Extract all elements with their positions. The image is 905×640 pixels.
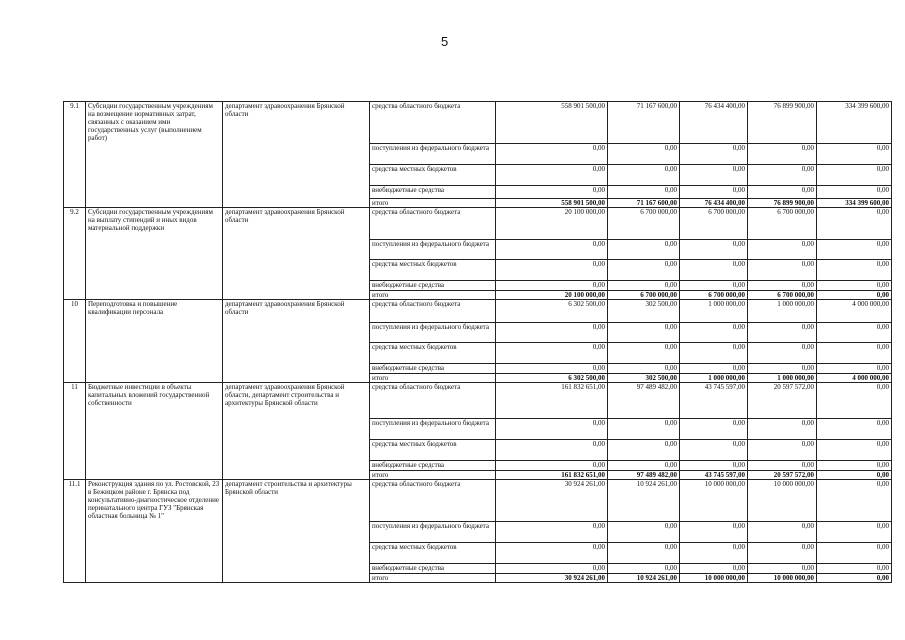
funding-source: внебюджетные средства (370, 364, 496, 374)
amount-cell: 0,00 (496, 240, 608, 260)
amount-cell: 0,00 (817, 291, 892, 300)
amount-cell: 6 700 000,00 (680, 208, 748, 240)
amount-cell: 0,00 (608, 522, 680, 543)
amount-cell: 10 924 261,00 (608, 574, 680, 583)
responsible-department: департамент здравоохранения Брянской области (223, 300, 370, 383)
amount-cell: 0,00 (817, 461, 892, 471)
amount-cell: 20 100 000,00 (496, 291, 608, 300)
amount-cell: 334 399 600,00 (817, 199, 892, 208)
amount-cell: 0,00 (608, 564, 680, 574)
funding-source: внебюджетные средства (370, 281, 496, 291)
amount-cell: 4 000 000,00 (817, 374, 892, 383)
table-row (64, 480, 892, 522)
amount-cell: 71 167 600,00 (608, 199, 680, 208)
amount-cell: 0,00 (608, 260, 680, 281)
amount-cell: 0,00 (496, 281, 608, 291)
amount-cell: 10 000 000,00 (680, 574, 748, 583)
funding-source: поступления из федерального бюджета (370, 522, 496, 543)
funding-source: средства местных бюджетов (370, 165, 496, 186)
amount-cell: 0,00 (817, 165, 892, 186)
amount-cell: 6 700 000,00 (748, 291, 817, 300)
amount-cell: 0,00 (680, 564, 748, 574)
funding-source: средства местных бюджетов (370, 543, 496, 564)
funding-source: средства областного бюджета (370, 102, 496, 144)
amount-cell: 0,00 (817, 208, 892, 240)
measure-description: Бюджетные инвестиции в объекты капитальных вложений государственной собственности (86, 383, 223, 480)
amount-cell: 0,00 (608, 419, 680, 440)
amount-cell: 10 000 000,00 (680, 480, 748, 522)
amount-cell: 0,00 (496, 343, 608, 364)
funding-source: итого (370, 471, 496, 480)
amount-cell: 0,00 (680, 260, 748, 281)
amount-cell: 0,00 (817, 543, 892, 564)
amount-cell: 6 700 000,00 (748, 208, 817, 240)
amount-cell: 76 434 400,00 (680, 199, 748, 208)
amount-cell: 334 399 600,00 (817, 102, 892, 144)
amount-cell: 0,00 (748, 364, 817, 374)
amount-cell: 558 901 500,00 (496, 102, 608, 144)
amount-cell: 0,00 (496, 323, 608, 343)
amount-cell: 97 489 482,00 (608, 471, 680, 480)
amount-cell: 6 700 000,00 (608, 291, 680, 300)
amount-cell: 302 500,00 (608, 300, 680, 323)
amount-cell: 0,00 (496, 522, 608, 543)
amount-cell: 0,00 (496, 419, 608, 440)
amount-cell: 0,00 (608, 186, 680, 199)
amount-cell: 0,00 (496, 144, 608, 165)
amount-cell: 0,00 (748, 165, 817, 186)
amount-cell: 10 000 000,00 (748, 574, 817, 583)
amount-cell: 0,00 (817, 480, 892, 522)
amount-cell: 0,00 (680, 240, 748, 260)
amount-cell: 0,00 (817, 240, 892, 260)
funding-source: средства местных бюджетов (370, 343, 496, 364)
amount-cell: 43 745 597,00 (680, 383, 748, 419)
amount-cell: 0,00 (817, 186, 892, 199)
amount-cell: 43 745 597,00 (680, 471, 748, 480)
responsible-department: департамент здравоохранения Брянской области (223, 208, 370, 300)
amount-cell: 558 901 500,00 (496, 199, 608, 208)
amount-cell: 0,00 (817, 383, 892, 419)
budget-table (63, 101, 892, 583)
amount-cell: 0,00 (748, 281, 817, 291)
amount-cell: 0,00 (748, 240, 817, 260)
amount-cell: 0,00 (496, 165, 608, 186)
amount-cell: 0,00 (817, 260, 892, 281)
funding-source: средства местных бюджетов (370, 260, 496, 281)
amount-cell: 0,00 (680, 281, 748, 291)
amount-cell: 0,00 (496, 260, 608, 281)
amount-cell: 0,00 (608, 343, 680, 364)
funding-source: итого (370, 199, 496, 208)
amount-cell: 302 500,00 (608, 374, 680, 383)
responsible-department: департамент строительства и архитектуры Брянской области (223, 480, 370, 583)
amount-cell: 0,00 (608, 165, 680, 186)
funding-source: итого (370, 291, 496, 300)
amount-cell: 0,00 (817, 564, 892, 574)
amount-cell: 0,00 (680, 144, 748, 165)
measure-description: Реконструкция здания по ул. Ростовской, 23 в Бежицком районе г. Брянска под консультативно-диагностическое отделение перинатального центра ГУЗ "Брянская областная больница № 1" (86, 480, 223, 583)
amount-cell: 0,00 (748, 522, 817, 543)
table-row (64, 300, 892, 323)
amount-cell: 20 597 572,00 (748, 471, 817, 480)
row-index: 9.1 (64, 102, 86, 208)
amount-cell: 0,00 (748, 543, 817, 564)
amount-cell: 0,00 (680, 323, 748, 343)
amount-cell: 97 489 482,00 (608, 383, 680, 419)
amount-cell: 0,00 (680, 165, 748, 186)
amount-cell: 1 000 000,00 (680, 374, 748, 383)
funding-source: поступления из федерального бюджета (370, 419, 496, 440)
funding-source: поступления из федерального бюджета (370, 240, 496, 260)
amount-cell: 0,00 (680, 522, 748, 543)
funding-source: средства областного бюджета (370, 300, 496, 323)
amount-cell: 0,00 (680, 343, 748, 364)
page-number: 5 (441, 34, 449, 49)
amount-cell: 30 924 261,00 (496, 480, 608, 522)
amount-cell: 76 434 400,00 (680, 102, 748, 144)
table-row (64, 208, 892, 240)
row-index: 9.2 (64, 208, 86, 300)
amount-cell: 1 000 000,00 (748, 374, 817, 383)
amount-cell: 0,00 (608, 543, 680, 564)
amount-cell: 0,00 (608, 144, 680, 165)
amount-cell: 0,00 (817, 323, 892, 343)
amount-cell: 20 100 000,00 (496, 208, 608, 240)
measure-description: Субсидии государственным учреждениям на выплату стипендий и иных видов материальной поддержки (86, 208, 223, 300)
amount-cell: 0,00 (748, 323, 817, 343)
amount-cell: 0,00 (748, 260, 817, 281)
amount-cell: 0,00 (748, 343, 817, 364)
amount-cell: 0,00 (496, 364, 608, 374)
amount-cell: 0,00 (748, 461, 817, 471)
amount-cell: 0,00 (680, 543, 748, 564)
amount-cell: 0,00 (496, 440, 608, 461)
responsible-department: департамент здравоохранения Брянской области, департамент строительства и архитектуры Брянской области (223, 383, 370, 480)
amount-cell: 0,00 (748, 144, 817, 165)
amount-cell: 0,00 (608, 240, 680, 260)
funding-source: средства местных бюджетов (370, 440, 496, 461)
amount-cell: 0,00 (817, 471, 892, 480)
amount-cell: 161 832 651,00 (496, 471, 608, 480)
funding-source: средства областного бюджета (370, 480, 496, 522)
amount-cell: 0,00 (748, 186, 817, 199)
amount-cell: 161 832 651,00 (496, 383, 608, 419)
amount-cell: 6 302 500,00 (496, 300, 608, 323)
amount-cell: 0,00 (496, 461, 608, 471)
funding-source: внебюджетные средства (370, 564, 496, 574)
funding-source: поступления из федерального бюджета (370, 144, 496, 165)
funding-source: итого (370, 374, 496, 383)
funding-source: внебюджетные средства (370, 461, 496, 471)
amount-cell: 0,00 (817, 364, 892, 374)
table-row (64, 383, 892, 419)
amount-cell: 0,00 (680, 419, 748, 440)
amount-cell: 76 899 900,00 (748, 102, 817, 144)
amount-cell: 0,00 (748, 419, 817, 440)
amount-cell: 0,00 (748, 440, 817, 461)
amount-cell: 20 597 572,00 (748, 383, 817, 419)
amount-cell: 0,00 (608, 281, 680, 291)
row-index: 11.1 (64, 480, 86, 583)
measure-description: Субсидии государственным учреждениям на возмещение нормативных затрат, связанных с оказанием ими государственных услуг (выполнением работ) (86, 102, 223, 208)
amount-cell: 6 302 500,00 (496, 374, 608, 383)
amount-cell: 10 000 000,00 (748, 480, 817, 522)
amount-cell: 0,00 (817, 281, 892, 291)
funding-source: поступления из федерального бюджета (370, 323, 496, 343)
amount-cell: 0,00 (817, 419, 892, 440)
amount-cell: 6 700 000,00 (680, 291, 748, 300)
amount-cell: 76 899 900,00 (748, 199, 817, 208)
funding-source: итого (370, 574, 496, 583)
amount-cell: 0,00 (496, 564, 608, 574)
funding-source: средства областного бюджета (370, 383, 496, 419)
amount-cell: 0,00 (608, 323, 680, 343)
amount-cell: 0,00 (608, 364, 680, 374)
amount-cell: 0,00 (680, 364, 748, 374)
row-index: 11 (64, 383, 86, 480)
amount-cell: 0,00 (817, 440, 892, 461)
amount-cell: 0,00 (817, 144, 892, 165)
amount-cell: 0,00 (680, 461, 748, 471)
row-index: 10 (64, 300, 86, 383)
table-row (64, 102, 892, 144)
amount-cell: 0,00 (496, 186, 608, 199)
funding-source: средства областного бюджета (370, 208, 496, 240)
amount-cell: 6 700 000,00 (608, 208, 680, 240)
amount-cell: 10 924 261,00 (608, 480, 680, 522)
amount-cell: 4 000 000,00 (817, 300, 892, 323)
amount-cell: 0,00 (680, 440, 748, 461)
responsible-department: департамент здравоохранения Брянской области (223, 102, 370, 208)
amount-cell: 1 000 000,00 (748, 300, 817, 323)
funding-source: внебюджетные средства (370, 186, 496, 199)
amount-cell: 30 924 261,00 (496, 574, 608, 583)
amount-cell: 0,00 (680, 186, 748, 199)
amount-cell: 71 167 600,00 (608, 102, 680, 144)
amount-cell: 0,00 (817, 343, 892, 364)
measure-description: Переподготовка и повышение квалификации персонала (86, 300, 223, 383)
amount-cell: 0,00 (748, 564, 817, 574)
amount-cell: 0,00 (817, 574, 892, 583)
amount-cell: 0,00 (608, 461, 680, 471)
amount-cell: 1 000 000,00 (680, 300, 748, 323)
amount-cell: 0,00 (608, 440, 680, 461)
amount-cell: 0,00 (817, 522, 892, 543)
amount-cell: 0,00 (496, 543, 608, 564)
